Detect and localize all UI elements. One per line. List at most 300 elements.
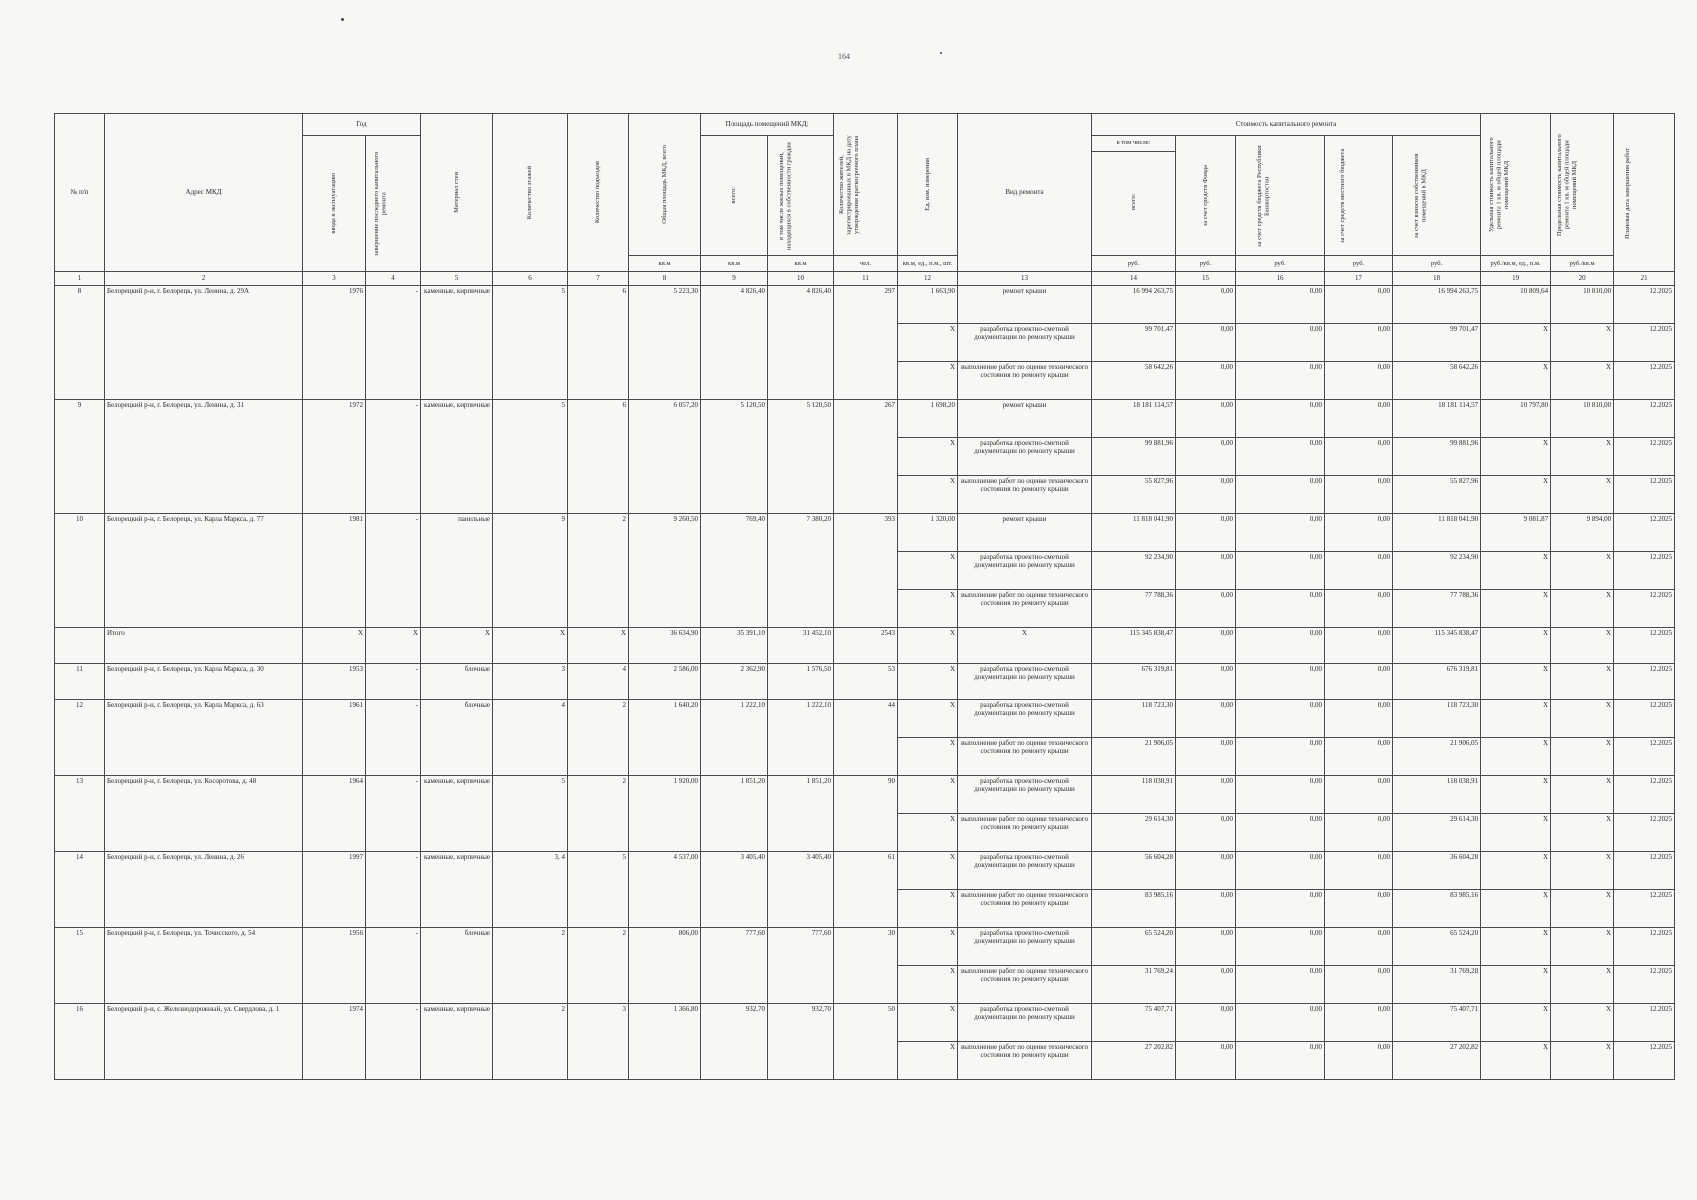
floors-cell: 5 <box>493 286 568 400</box>
address-cell: Белорецкий р-н, г. Белорецк, ул. Ленина, д. 26 <box>105 852 303 928</box>
cost-local-cell: 0,00 <box>1325 324 1393 362</box>
quantity-cell: X <box>898 476 958 514</box>
unit-cell: руб. <box>1176 256 1236 272</box>
quantity-cell: X <box>898 438 958 476</box>
premises-residential-cell: 1 851,20 <box>768 776 834 852</box>
cost-local-cell: 0,00 <box>1325 628 1393 664</box>
column-number: 3 <box>303 272 366 286</box>
entrances-cell: 2 <box>568 776 629 852</box>
unit-cost-cell: X <box>1481 776 1551 814</box>
deadline-cell: 12.2025 <box>1614 552 1675 590</box>
entrances-cell: 4 <box>568 664 629 700</box>
total-area-cell: 6 057,20 <box>629 400 701 514</box>
deadline-cell: 12.2025 <box>1614 890 1675 928</box>
total-area-cell: 1 920,00 <box>629 776 701 852</box>
cost-republic-cell: 0,00 <box>1236 928 1325 966</box>
row-number: 11 <box>55 664 105 700</box>
header-unit-cost: Удельная стоимость капитального ремонта 1 кв. м общей площади помещений МКД <box>1487 137 1510 232</box>
max-cost-cell: X <box>1551 1042 1614 1080</box>
max-cost-cell: X <box>1551 928 1614 966</box>
quantity-cell: X <box>898 776 958 814</box>
header-premises-total: всего: <box>730 187 738 204</box>
column-number: 18 <box>1393 272 1481 286</box>
cost-owners-cell: 676 319,81 <box>1393 664 1481 700</box>
deadline-cell: 12.2025 <box>1614 362 1675 400</box>
table-row <box>55 928 1675 966</box>
cost-local-cell: 0,00 <box>1325 890 1393 928</box>
cost-fund-cell: 0,00 <box>1176 628 1236 664</box>
cost-fund-cell: 0,00 <box>1176 286 1236 324</box>
cost-total-cell: 58 642,26 <box>1092 362 1176 400</box>
cost-fund-cell: 0,00 <box>1176 590 1236 628</box>
quantity-cell: 1 698,20 <box>898 400 958 438</box>
quantity-cell: X <box>898 1004 958 1042</box>
column-number: 17 <box>1325 272 1393 286</box>
floors-cell: 9 <box>493 514 568 628</box>
work-type-cell: ремонт крыши <box>958 514 1092 552</box>
cost-total-cell: 115 345 838,47 <box>1092 628 1176 664</box>
max-cost-cell: X <box>1551 628 1614 664</box>
cost-owners-cell: 27 202,82 <box>1393 1042 1481 1080</box>
table-row <box>55 400 1675 438</box>
cost-total-cell: 75 407,71 <box>1092 1004 1176 1042</box>
capital-repair-table <box>54 113 1675 1080</box>
premises-total-cell: 35 391,10 <box>701 628 768 664</box>
work-type-cell: выполнение работ по оценке технического состояния по ремонту крыши <box>958 966 1092 1004</box>
cost-fund-cell: 0,00 <box>1176 1004 1236 1042</box>
cost-owners-cell: 75 407,71 <box>1393 1004 1481 1042</box>
cost-republic-cell: 0,00 <box>1236 286 1325 324</box>
year-last-repair-cell: - <box>366 1004 421 1080</box>
work-type-cell: выполнение работ по оценке технического состояния по ремонту крыши <box>958 1042 1092 1080</box>
year-commission-cell: 1953 <box>303 664 366 700</box>
work-type-cell: разработка проектно-сметной документации по ремонту крыши <box>958 776 1092 814</box>
year-commission-cell: 1976 <box>303 286 366 400</box>
residents-cell: 267 <box>834 400 898 514</box>
cost-republic-cell: 0,00 <box>1236 590 1325 628</box>
wall-material-cell: каменные, кирпичные <box>421 852 493 928</box>
row-number: 15 <box>55 928 105 1004</box>
premises-total-cell: 3 405,40 <box>701 852 768 928</box>
residents-cell: 61 <box>834 852 898 928</box>
header-cost-owners: за счет взносов собственников помещений в МКД <box>1412 153 1428 238</box>
cost-owners-cell: 55 827,96 <box>1393 476 1481 514</box>
deadline-cell: 12.2025 <box>1614 852 1675 890</box>
cost-total-cell: 83 985,16 <box>1092 890 1176 928</box>
max-cost-cell: X <box>1551 552 1614 590</box>
table-row <box>55 1004 1675 1042</box>
deadline-cell: 12.2025 <box>1614 476 1675 514</box>
unit-cost-cell: 10 809,64 <box>1481 286 1551 324</box>
quantity-cell: X <box>898 664 958 700</box>
cost-owners-cell: 29 614,30 <box>1393 814 1481 852</box>
quantity-cell: X <box>898 1042 958 1080</box>
quantity-cell: X <box>898 628 958 664</box>
cost-fund-cell: 0,00 <box>1176 476 1236 514</box>
floors-cell: 5 <box>493 776 568 852</box>
year-commission-cell: 1972 <box>303 400 366 514</box>
cost-republic-cell: 0,00 <box>1236 890 1325 928</box>
header-year: Год <box>303 114 421 136</box>
cost-local-cell: 0,00 <box>1325 966 1393 1004</box>
unit-cost-cell: X <box>1481 928 1551 966</box>
cost-local-cell: 0,00 <box>1325 738 1393 776</box>
unit-cost-cell: X <box>1481 738 1551 776</box>
total-row <box>55 628 1675 664</box>
column-number: 8 <box>629 272 701 286</box>
cost-owners-cell: 99 881,96 <box>1393 438 1481 476</box>
column-number: 16 <box>1236 272 1325 286</box>
floors-cell: 3, 4 <box>493 852 568 928</box>
deadline-cell: 12.2025 <box>1614 966 1675 1004</box>
header-total-area: Общая площадь МКД, всего <box>660 145 668 224</box>
wall-material-cell: каменные, кирпичные <box>421 1004 493 1080</box>
unit-cost-cell: X <box>1481 552 1551 590</box>
unit-cell: чел. <box>834 256 898 272</box>
total-area-cell: 5 223,30 <box>629 286 701 400</box>
header-cost-republic: за счет средств бюджета Республики Башкортостан <box>1256 144 1271 247</box>
header-wall-material: Материал стен <box>452 172 460 213</box>
scan-speck <box>341 18 344 21</box>
column-number: 21 <box>1614 272 1675 286</box>
wall-material-cell: каменные, кирпичные <box>421 400 493 514</box>
total-area-cell: 4 537,00 <box>629 852 701 928</box>
cost-fund-cell: 0,00 <box>1176 928 1236 966</box>
address-cell: Белорецкий р-н, г. Белорецк, ул. Ленина, д. 31 <box>105 400 303 514</box>
wall-material-cell: блочные <box>421 664 493 700</box>
row-number: 12 <box>55 700 105 776</box>
cost-owners-cell: 99 701,47 <box>1393 324 1481 362</box>
max-cost-cell: X <box>1551 852 1614 890</box>
quantity-cell: X <box>898 890 958 928</box>
cost-total-cell: 31 769,24 <box>1092 966 1176 1004</box>
deadline-cell: 12.2025 <box>1614 776 1675 814</box>
cost-owners-cell: 58 642,26 <box>1393 362 1481 400</box>
year-last-repair-cell: - <box>366 514 421 628</box>
year-commission-cell: 1961 <box>303 700 366 776</box>
quantity-cell: 1 320,00 <box>898 514 958 552</box>
entrances-cell: 2 <box>568 514 629 628</box>
work-type-cell: разработка проектно-сметной документации по ремонту крыши <box>958 928 1092 966</box>
cost-total-cell: 56 604,28 <box>1092 852 1176 890</box>
address-cell: Белорецкий р-н, г. Белорецк, ул. Косоротова, д. 48 <box>105 776 303 852</box>
unit-cell: кв.м <box>768 256 834 272</box>
column-number: 5 <box>421 272 493 286</box>
total-area-cell: 36 634,90 <box>629 628 701 664</box>
deadline-cell: 12.2025 <box>1614 628 1675 664</box>
max-cost-cell: X <box>1551 438 1614 476</box>
cost-owners-cell: 36 604,28 <box>1393 852 1481 890</box>
total-area-cell: 806,00 <box>629 928 701 1004</box>
column-number: 14 <box>1092 272 1176 286</box>
work-type-cell: разработка проектно-сметной документации по ремонту крыши <box>958 324 1092 362</box>
cost-owners-cell: 115 345 838,47 <box>1393 628 1481 664</box>
cost-republic-cell: 0,00 <box>1236 628 1325 664</box>
cost-fund-cell: 0,00 <box>1176 514 1236 552</box>
cost-republic-cell: 0,00 <box>1236 438 1325 476</box>
column-number: 19 <box>1481 272 1551 286</box>
cost-republic-cell: 0,00 <box>1236 552 1325 590</box>
quantity-cell: X <box>898 362 958 400</box>
cost-total-cell: 676 319,81 <box>1092 664 1176 700</box>
cost-local-cell: 0,00 <box>1325 514 1393 552</box>
header-cost-group: Стоимость капитального ремонта <box>1092 114 1481 136</box>
page-number: 164 <box>838 52 850 61</box>
cost-fund-cell: 0,00 <box>1176 400 1236 438</box>
header-residents: Количество жителей, зарегистрированных в МКД на дату утверждения краткосрочного плана <box>837 134 860 235</box>
unit-cost-cell: X <box>1481 852 1551 890</box>
cost-local-cell: 0,00 <box>1325 852 1393 890</box>
max-cost-cell: X <box>1551 966 1614 1004</box>
header-year-last-repair: завершение последнего капитального ремонта <box>373 151 388 256</box>
table-row <box>55 286 1675 324</box>
row-number <box>55 628 105 664</box>
max-cost-cell: X <box>1551 890 1614 928</box>
deadline-cell: 12.2025 <box>1614 590 1675 628</box>
cost-fund-cell: 0,00 <box>1176 324 1236 362</box>
header-deadline: Плановая дата завершения работ <box>1624 146 1632 239</box>
floors-cell: 4 <box>493 700 568 776</box>
cost-owners-cell: 31 769,28 <box>1393 966 1481 1004</box>
work-type-cell: выполнение работ по оценке технического состояния по ремонту крыши <box>958 738 1092 776</box>
year-last-repair-cell: - <box>366 700 421 776</box>
residents-cell: 2543 <box>834 628 898 664</box>
max-cost-cell: 10 810,00 <box>1551 400 1614 438</box>
cost-fund-cell: 0,00 <box>1176 966 1236 1004</box>
deadline-cell: 12.2025 <box>1614 814 1675 852</box>
column-number: 6 <box>493 272 568 286</box>
cost-republic-cell: 0,00 <box>1236 400 1325 438</box>
header-address: Адрес МКД <box>105 114 303 272</box>
cost-local-cell: 0,00 <box>1325 1042 1393 1080</box>
year-commission-cell: 1981 <box>303 514 366 628</box>
unit-cost-cell: X <box>1481 628 1551 664</box>
unit-cell: руб. <box>1393 256 1481 272</box>
max-cost-cell: X <box>1551 1004 1614 1042</box>
column-number: 1 <box>55 272 105 286</box>
unit-cell: кв.м <box>701 256 768 272</box>
entrances-cell: 3 <box>568 1004 629 1080</box>
work-type-cell: выполнение работ по оценке технического состояния по ремонту крыши <box>958 590 1092 628</box>
cost-owners-cell: 11 818 041,90 <box>1393 514 1481 552</box>
cost-local-cell: 0,00 <box>1325 286 1393 324</box>
cost-local-cell: 0,00 <box>1325 476 1393 514</box>
wall-material-cell: блочные <box>421 700 493 776</box>
year-commission-cell: 1956 <box>303 928 366 1004</box>
unit-cell: кв.м, ед., п.м., шт. <box>898 256 958 272</box>
cost-local-cell: 0,00 <box>1325 552 1393 590</box>
table-row <box>55 664 1675 700</box>
premises-residential-cell: 1 576,50 <box>768 664 834 700</box>
wall-material-cell: каменные, кирпичные <box>421 776 493 852</box>
deadline-cell: 12.2025 <box>1614 738 1675 776</box>
cost-local-cell: 0,00 <box>1325 1004 1393 1042</box>
cost-republic-cell: 0,00 <box>1236 664 1325 700</box>
deadline-cell: 12.2025 <box>1614 514 1675 552</box>
header-premises-area: Площадь помещений МКД: <box>701 114 834 136</box>
quantity-cell: X <box>898 814 958 852</box>
cost-fund-cell: 0,00 <box>1176 852 1236 890</box>
wall-material-cell: блочные <box>421 928 493 1004</box>
floors-cell: 5 <box>493 400 568 514</box>
deadline-cell: 12.2025 <box>1614 700 1675 738</box>
header-cost-local: за счет средств местного бюджета <box>1338 148 1346 243</box>
cost-republic-cell: 0,00 <box>1236 514 1325 552</box>
deadline-cell: 12.2025 <box>1614 1004 1675 1042</box>
total-area-cell: 9 260,50 <box>629 514 701 628</box>
premises-total-cell: 1 851,20 <box>701 776 768 852</box>
work-type-cell: ремонт крыши <box>958 400 1092 438</box>
wall-material-cell: каменные, кирпичные <box>421 286 493 400</box>
residents-cell: 297 <box>834 286 898 400</box>
cost-local-cell: 0,00 <box>1325 362 1393 400</box>
scan-speck <box>940 52 942 54</box>
year-commission-cell: 1974 <box>303 1004 366 1080</box>
header-work-type: Вид ремонта <box>958 114 1092 272</box>
cost-total-cell: 99 701,47 <box>1092 324 1176 362</box>
cost-total-cell: 55 827,96 <box>1092 476 1176 514</box>
work-type-cell: разработка проектно-сметной документации по ремонту крыши <box>958 664 1092 700</box>
floors-cell: 2 <box>493 928 568 1004</box>
work-type-cell: X <box>958 628 1092 664</box>
column-number: 11 <box>834 272 898 286</box>
work-type-cell: разработка проектно-сметной документации по ремонту крыши <box>958 700 1092 738</box>
address-cell: Белорецкий р-н, с. Железнодорожный, ул. Свердлова, д. 1 <box>105 1004 303 1080</box>
work-type-cell: выполнение работ по оценке технического состояния по ремонту крыши <box>958 814 1092 852</box>
premises-total-cell: 769,40 <box>701 514 768 628</box>
row-number: 10 <box>55 514 105 628</box>
header-year-commission: ввода в эксплуатацию <box>330 173 338 234</box>
quantity-cell: X <box>898 324 958 362</box>
cost-republic-cell: 0,00 <box>1236 776 1325 814</box>
unit-cost-cell: X <box>1481 438 1551 476</box>
total-area-cell: 1 366,80 <box>629 1004 701 1080</box>
unit-cost-cell: 10 797,80 <box>1481 400 1551 438</box>
address-cell: Белорецкий р-н, г. Белорецк, ул. Карла Маркса, д. 77 <box>105 514 303 628</box>
header-unit-measure: Ед. изм. измерения <box>923 158 931 211</box>
max-cost-cell: X <box>1551 324 1614 362</box>
column-number: 15 <box>1176 272 1236 286</box>
deadline-cell: 12.2025 <box>1614 928 1675 966</box>
cost-owners-cell: 83 985,16 <box>1393 890 1481 928</box>
column-number: 13 <box>958 272 1092 286</box>
cost-republic-cell: 0,00 <box>1236 738 1325 776</box>
cost-republic-cell: 0,00 <box>1236 324 1325 362</box>
cost-fund-cell: 0,00 <box>1176 776 1236 814</box>
header-premises-residential: в том числе жилых помещений, находящихся в собственности граждан <box>777 141 792 250</box>
max-cost-cell: 10 810,00 <box>1551 286 1614 324</box>
quantity-cell: 1 663,90 <box>898 286 958 324</box>
unit-cost-cell: X <box>1481 890 1551 928</box>
year-last-repair-cell: - <box>366 928 421 1004</box>
cost-local-cell: 0,00 <box>1325 776 1393 814</box>
unit-cell: руб. <box>1092 256 1176 272</box>
unit-cost-cell: X <box>1481 362 1551 400</box>
year-last-repair-cell: - <box>366 664 421 700</box>
residents-cell: 44 <box>834 700 898 776</box>
cost-republic-cell: 0,00 <box>1236 966 1325 1004</box>
unit-cell: кв.м <box>629 256 701 272</box>
premises-residential-cell: 5 120,50 <box>768 400 834 514</box>
column-number: 7 <box>568 272 629 286</box>
address-cell: Белорецкий р-н, г. Белорецк, ул. Ленина, д. 29А <box>105 286 303 400</box>
residents-cell: 50 <box>834 1004 898 1080</box>
address-cell: Белорецкий р-н, г. Белорецк, ул. Карла Маркса, д. 30 <box>105 664 303 700</box>
unit-cost-cell: 9 081,87 <box>1481 514 1551 552</box>
deadline-cell: 12.2025 <box>1614 324 1675 362</box>
cost-republic-cell: 0,00 <box>1236 476 1325 514</box>
premises-total-cell: 777,60 <box>701 928 768 1004</box>
premises-total-cell: 4 826,40 <box>701 286 768 400</box>
row-number: 9 <box>55 400 105 514</box>
work-type-cell: выполнение работ по оценке технического состояния по ремонту крыши <box>958 362 1092 400</box>
cost-republic-cell: 0,00 <box>1236 1042 1325 1080</box>
header-cost-fund: за счет средств Фонда <box>1201 164 1209 227</box>
entrances-cell: X <box>568 628 629 664</box>
premises-residential-cell: 1 222,10 <box>768 700 834 776</box>
max-cost-cell: X <box>1551 476 1614 514</box>
cost-owners-cell: 118 038,91 <box>1393 776 1481 814</box>
cost-fund-cell: 0,00 <box>1176 700 1236 738</box>
cost-total-cell: 92 234,90 <box>1092 552 1176 590</box>
premises-residential-cell: 4 826,40 <box>768 286 834 400</box>
table-row <box>55 852 1675 890</box>
unit-cost-cell: X <box>1481 1042 1551 1080</box>
header-num: № п/п <box>55 114 105 272</box>
cost-total-cell: 65 524,20 <box>1092 928 1176 966</box>
address-cell: Итого <box>105 628 303 664</box>
cost-fund-cell: 0,00 <box>1176 814 1236 852</box>
residents-cell: 53 <box>834 664 898 700</box>
column-number: 4 <box>366 272 421 286</box>
row-number: 13 <box>55 776 105 852</box>
cost-owners-cell: 18 181 114,57 <box>1393 400 1481 438</box>
cost-total-cell: 18 181 114,57 <box>1092 400 1176 438</box>
max-cost-cell: X <box>1551 590 1614 628</box>
address-cell: Белорецкий р-н, г. Белорецк, ул. Точисского, д. 54 <box>105 928 303 1004</box>
cost-local-cell: 0,00 <box>1325 928 1393 966</box>
cost-owners-cell: 21 906,05 <box>1393 738 1481 776</box>
cost-local-cell: 0,00 <box>1325 438 1393 476</box>
quantity-cell: X <box>898 738 958 776</box>
work-type-cell: разработка проектно-сметной документации по ремонту крыши <box>958 438 1092 476</box>
residents-cell: 90 <box>834 776 898 852</box>
header-max-cost: Предельная стоимость капитального ремонта 1 кв. м общей площади помещений МКД <box>1556 133 1579 236</box>
quantity-cell: X <box>898 852 958 890</box>
floors-cell: 2 <box>493 1004 568 1080</box>
year-commission-cell: 1964 <box>303 776 366 852</box>
residents-cell: 30 <box>834 928 898 1004</box>
deadline-cell: 12.2025 <box>1614 286 1675 324</box>
cost-republic-cell: 0,00 <box>1236 362 1325 400</box>
row-number: 8 <box>55 286 105 400</box>
max-cost-cell: 9 894,00 <box>1551 514 1614 552</box>
cost-owners-cell: 16 994 263,75 <box>1393 286 1481 324</box>
unit-cost-cell: X <box>1481 476 1551 514</box>
year-last-repair-cell: - <box>366 400 421 514</box>
unit-cell: руб./кв.м, ед., п.м. <box>1481 256 1551 272</box>
total-area-cell: 1 640,20 <box>629 700 701 776</box>
max-cost-cell: X <box>1551 776 1614 814</box>
cost-republic-cell: 0,00 <box>1236 814 1325 852</box>
floors-cell: 3 <box>493 664 568 700</box>
entrances-cell: 2 <box>568 700 629 776</box>
cost-fund-cell: 0,00 <box>1176 890 1236 928</box>
year-commission-cell: X <box>303 628 366 664</box>
premises-residential-cell: 7 380,20 <box>768 514 834 628</box>
cost-total-cell: 16 994 263,75 <box>1092 286 1176 324</box>
premises-residential-cell: 3 405,40 <box>768 852 834 928</box>
